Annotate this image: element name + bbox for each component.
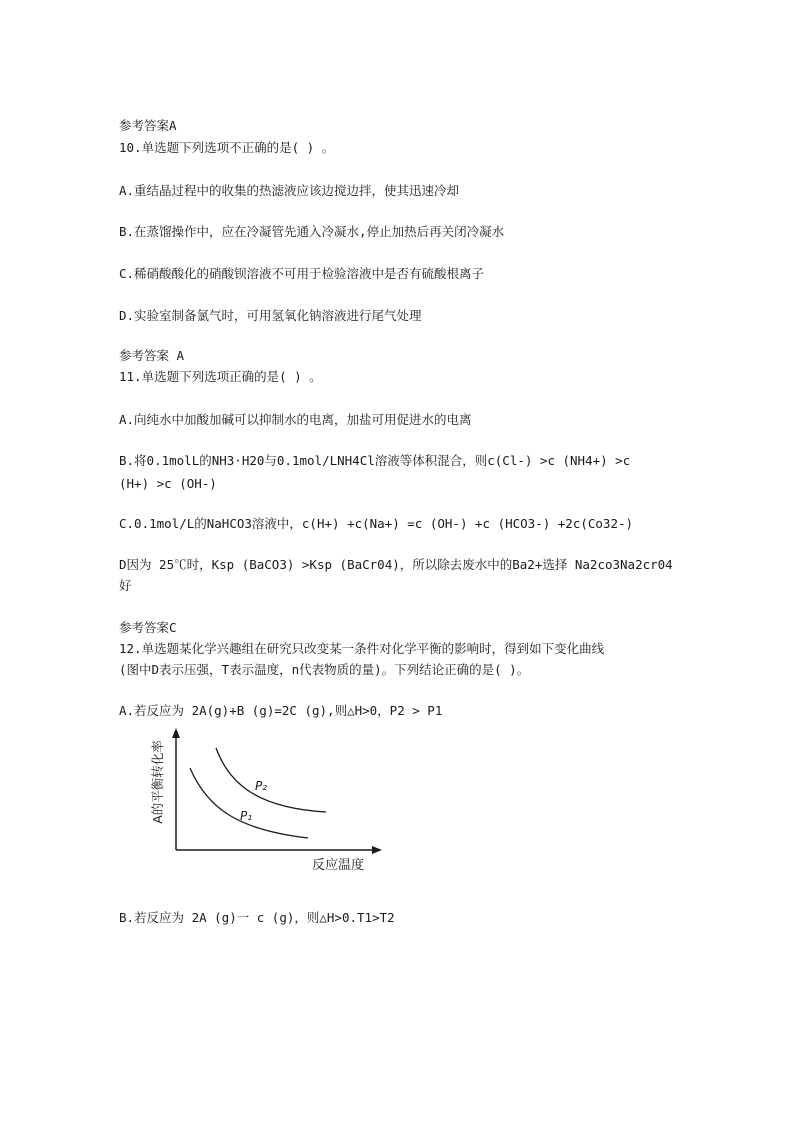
y-axis-arrow xyxy=(172,728,180,738)
question-11-option-d-line1: D因为 25℃时，Ksp (BaCO3) >Ksp (BaCr04)，所以除去废水中的Ba2+选择 Na2co3Na2cr04 xyxy=(119,557,673,572)
question-11-option-b-line1: B.将0.1molL的NH3·H20与0.1mol/LNH4Cl溶液等体积混合，则c(Cl-) >c (NH4+) >c xyxy=(119,453,631,468)
question-11-option-c: C.0.1mol/L的NaHCO3溶液中，c(H+) +c(Na+) =c (OH-) +c (HCO3-) +2c(Co32-) xyxy=(119,516,634,531)
question-10-option-b: B.在蒸馏操作中，应在冷凝管先通入冷凝水,停止加热后再关闭冷凝水 xyxy=(119,224,505,239)
question-10-option-c: C.稀硝酸酸化的硝酸钡溶液不可用于检验溶液中是否有硫酸根离子 xyxy=(119,266,485,281)
series-line-p2 xyxy=(216,748,326,812)
question-11-option-d-line2: 好 xyxy=(119,578,132,593)
equilibrium-conversion-chart xyxy=(140,726,390,876)
answer-label-11: 参考答案C xyxy=(119,620,177,635)
question-10-option-d: D.实验室制备氯气时，可用氢氧化钠溶液进行尾气处理 xyxy=(119,308,422,323)
question-12-option-b: B.若反应为 2A (g)一 c (g)，则△H>0.T1>T2 xyxy=(119,910,395,925)
question-12-stem-line1: 12.单选题某化学兴趣组在研究只改变某一条件对化学平衡的影响时，得到如下变化曲线 xyxy=(119,641,605,656)
x-axis-title: 反应温度 xyxy=(311,858,365,873)
series-label-p1: P₁ xyxy=(240,809,253,823)
question-11-option-a: A.向纯水中加酸加碱可以抑制水的电离，加盐可用促进水的电离 xyxy=(119,412,472,427)
question-11-stem: 11.单选题下列选项正确的是( ) 。 xyxy=(119,369,322,384)
answer-label-10: 参考答案 A xyxy=(119,348,185,363)
answer-label-9: 参考答案A xyxy=(119,118,177,133)
y-axis-title: A的平衡转化率 xyxy=(150,740,165,824)
question-10-option-a: A.重结晶过程中的收集的热滤液应该边搅边拌，使其迅速冷却 xyxy=(119,183,460,198)
x-axis-arrow xyxy=(372,846,382,854)
series-line-p1 xyxy=(190,768,308,838)
question-10-stem: 10.单选题下列选项不正确的是( ) 。 xyxy=(119,140,335,155)
series-label-p2: P₂ xyxy=(255,779,268,793)
question-12-stem-line2: (图中D表示压强，T表示温度，n代表物质的量)。下列结论正确的是( )。 xyxy=(119,662,530,677)
question-12-option-a: A.若反应为 2A(g)+B (g)=2C (g),则△H>0，P2 > P1 xyxy=(119,703,443,718)
question-11-option-b-line2: (H+) >c (OH-) xyxy=(119,476,217,491)
